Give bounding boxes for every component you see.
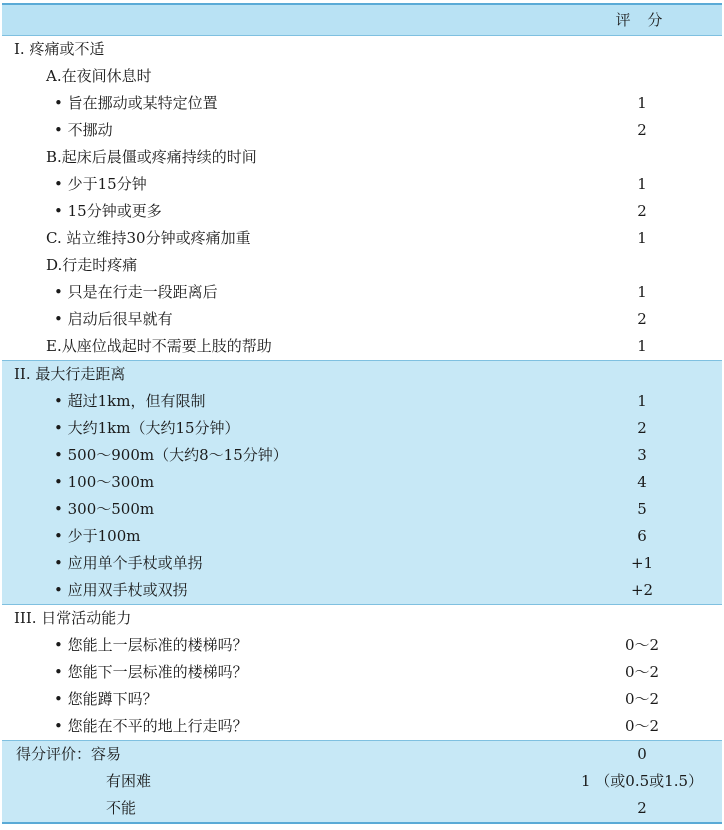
row-score: 2 [637,121,647,139]
table-row [2,361,722,388]
row-label: • 100～300m [54,473,155,491]
section-score-evaluation [2,740,722,822]
row-label: • 您能蹲下吗？ [54,690,158,708]
table-row [2,442,722,469]
row-label: A.在夜间休息时 [46,67,152,85]
score-column-header: 评 分 [615,11,669,29]
table-row [2,36,722,63]
table-row [2,279,722,306]
table-row [2,496,722,523]
row-score: 1 （或0.5或1.5） [580,772,704,790]
row-score: 1 [637,337,647,355]
row-label: C. 站立维持30分钟或疼痛加重 [46,229,251,247]
row-score: 2 [637,310,647,328]
row-score: 0～2 [624,636,660,654]
row-label: • 只是在行走一段距离后 [54,283,218,301]
table-row [2,686,722,713]
row-label: III. 日常活动能力 [14,609,132,627]
row-score: 6 [637,527,647,545]
score-table [2,3,722,824]
table-row [2,768,722,795]
row-label: 有困难 [106,772,152,790]
row-label: • 您能在不平的地上行走吗？ [54,717,248,735]
row-label: • 少于15分钟 [54,175,147,193]
row-label: 得分评价：容易 [16,745,122,763]
table-header [2,5,722,36]
table-row [2,605,722,632]
row-score: 4 [637,473,647,491]
row-label: I. 疼痛或不适 [14,40,105,58]
row-label: • 旨在挪动或某特定位置 [54,94,218,112]
table-row [2,117,722,144]
table-row [2,306,722,333]
row-score: 2 [637,799,647,817]
table-row [2,550,722,577]
row-score: +1 [630,554,654,572]
table-row [2,577,722,604]
table-row [2,90,722,117]
row-score: 2 [637,419,647,437]
row-label: • 您能上一层标准的楼梯吗？ [54,636,248,654]
table-row [2,333,722,360]
table-row [2,144,722,171]
row-score: 1 [637,283,647,301]
table-row [2,523,722,550]
table-row [2,252,722,279]
section-daily-activities [2,604,722,740]
row-label: • 不挪动 [54,121,113,139]
table-row [2,469,722,496]
row-score: 1 [637,94,647,112]
row-label: • 15分钟或更多 [54,202,162,220]
table-row [2,415,722,442]
row-label: • 超过1km，但有限制 [54,392,206,410]
bottom-rule [2,822,722,824]
row-label: 不能 [106,799,137,817]
row-score: 3 [637,446,647,464]
row-score: 0 [637,745,647,763]
row-label: B.起床后晨僵或疼痛持续的时间 [46,148,257,166]
row-score: 0～2 [624,717,660,735]
row-score: 2 [637,202,647,220]
row-label: E.从座位战起时不需要上肢的帮助 [46,337,272,355]
row-label: • 启动后很早就有 [54,310,173,328]
table-row [2,713,722,740]
row-score: 1 [637,392,647,410]
section-walking-distance [2,360,722,604]
table-body [2,36,722,822]
row-label: II. 最大行走距离 [14,365,126,383]
row-label: • 少于100m [54,527,141,545]
table-row [2,632,722,659]
row-label: • 300～500m [54,500,155,518]
table-row [2,659,722,686]
row-label: D.行走时疼痛 [46,256,138,274]
row-score: 0～2 [624,663,660,681]
table-row [2,795,722,822]
row-label: • 大约1km（大约15分钟） [54,419,240,437]
table-row [2,63,722,90]
table-row [2,198,722,225]
table-row [2,741,722,768]
table-row [2,225,722,252]
row-label: • 500～900m（大约8～15分钟） [54,446,288,464]
table-row [2,388,722,415]
row-label: • 应用单个手杖或单拐 [54,554,203,572]
row-score: 1 [637,229,647,247]
row-score: 0～2 [624,690,660,708]
section-pain [2,36,722,360]
row-label: • 应用双手杖或双拐 [54,581,188,599]
row-label: • 您能下一层标准的楼梯吗？ [54,663,248,681]
row-score: 5 [637,500,647,518]
row-score: 1 [637,175,647,193]
table-row [2,171,722,198]
row-score: +2 [630,581,654,599]
